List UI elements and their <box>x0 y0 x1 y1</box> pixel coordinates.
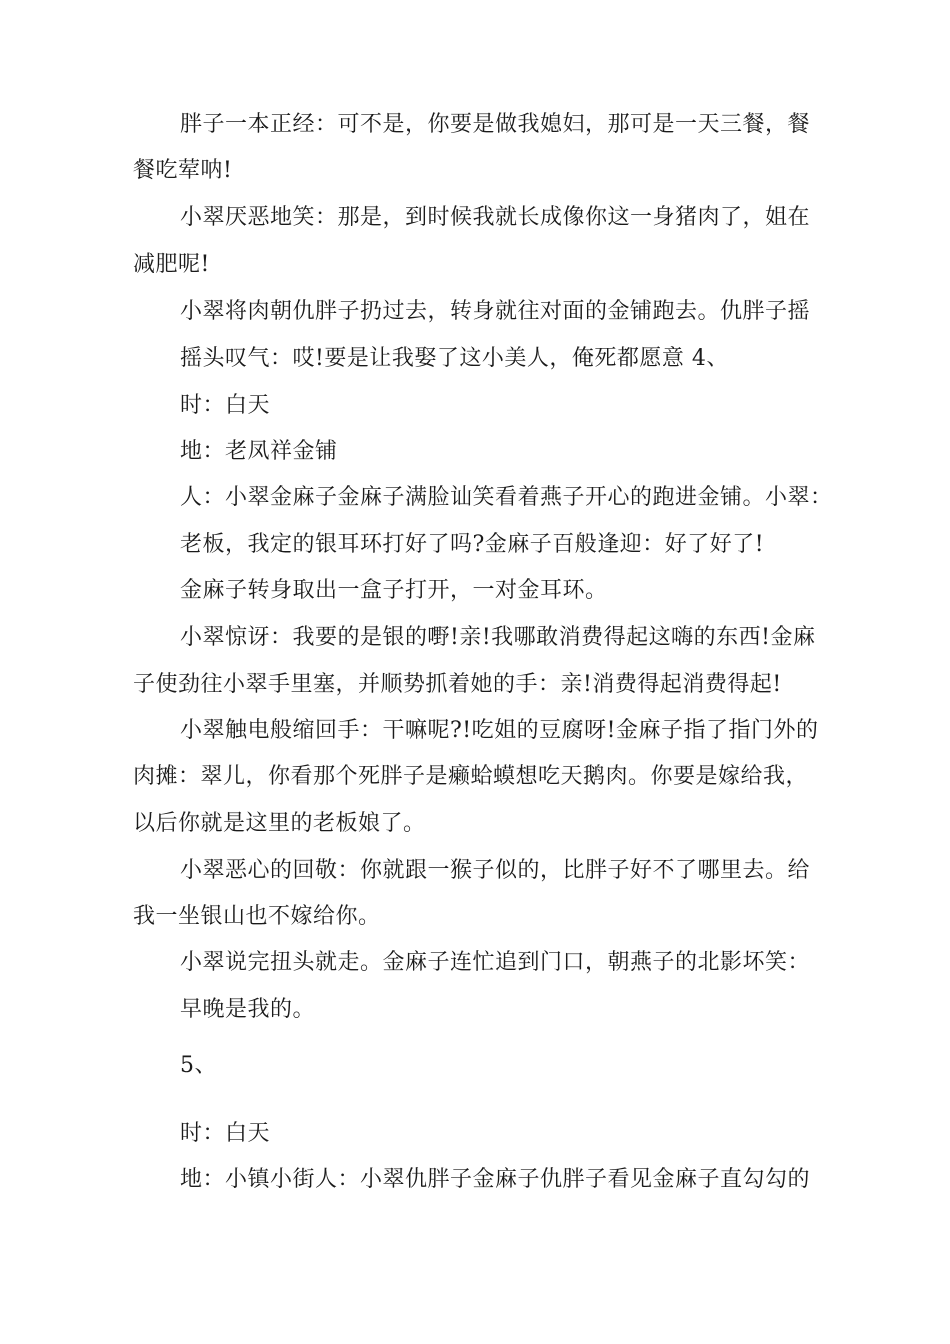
text-line: 小翠惊讶：我要的是银的嘢!亲!我哪敢消费得起这嗨的东西!金麻 <box>180 625 816 650</box>
text-line: 胖子一本正经：可不是，你要是做我媳妇，那可是一天三餐，餐 <box>180 112 811 137</box>
text-line: 小翠厌恶地笑：那是，到时候我就长成像你这一身猪肉了，姐在 <box>180 205 811 230</box>
text-line: 餐吃荤呐! <box>133 158 233 183</box>
text-line: 老板，我定的银耳环打好了吗?金麻子百般逢迎：好了好了! <box>180 532 765 557</box>
scene-number: 5、 <box>180 1053 217 1078</box>
text-line: 减肥呢! <box>133 252 210 277</box>
text-line: 金麻子转身取出一盒子打开，一对金耳环。 <box>180 578 608 603</box>
text-line: 小翠说完扭头就走。金麻子连忙追到门口，朝燕子的北影坏笑： <box>180 950 811 975</box>
scene-place-line: 地：老凤祥金铺 <box>180 439 338 464</box>
text-line: 小翠恶心的回敬：你就跟一猴子似的，比胖子好不了哪里去。给 <box>180 858 811 883</box>
text-line: 以后你就是这里的老板娘了。 <box>133 811 426 836</box>
text-line: 子使劲往小翠手里塞，并顺势抓着她的手：亲!消费得起消费得起! <box>133 672 782 697</box>
scene-time-line: 时：白天 <box>180 393 271 418</box>
text-line: 人：小翠金麻子金麻子满脸讪笑看着燕子开心的跑进金铺。小翠： <box>180 485 833 510</box>
text-line: 摇头叹气：哎!要是让我娶了这小美人，俺死都愿意 4、 <box>180 346 729 371</box>
scene-time-line: 时：白天 <box>180 1121 271 1146</box>
text-line: 小翠触电般缩回手：干嘛呢?!吃姐的豆腐呀!金麻子指了指门外的 <box>180 718 819 743</box>
text-line: 早晚是我的。 <box>180 997 316 1022</box>
scene-place-line: 地：小镇小街人：小翠仇胖子金麻子仇胖子看见金麻子直勾勾的 <box>180 1167 811 1192</box>
text-line: 我一坐银山也不嫁给你。 <box>133 904 381 929</box>
text-line: 小翠将肉朝仇胖子扔过去，转身就往对面的金铺跑去。仇胖子摇 <box>180 299 811 324</box>
text-line: 肉摊：翠儿，你看那个死胖子是癞蛤蟆想吃天鹅肉。你要是嫁给我， <box>133 764 809 789</box>
